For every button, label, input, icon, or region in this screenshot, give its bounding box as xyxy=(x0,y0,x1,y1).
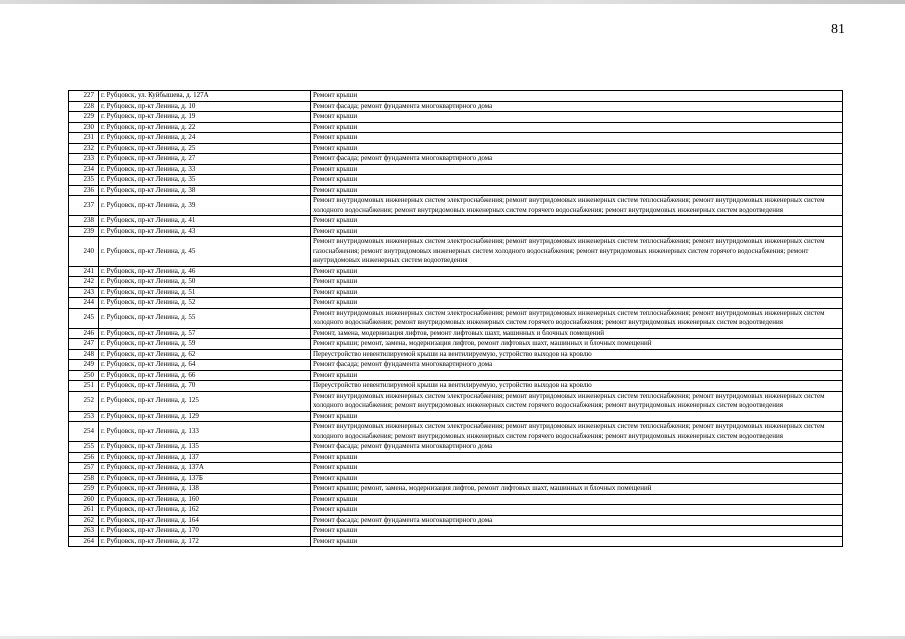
address-cell: г. Рубцовск, пр-кт Ленина, д. 27 xyxy=(99,154,311,165)
row-number-cell: 247 xyxy=(69,339,99,350)
work-type-cell: Ремонт крыши xyxy=(311,494,843,505)
address-cell: г. Рубцовск, ул. Куйбышева, д. 127А xyxy=(99,91,311,102)
row-number-cell: 231 xyxy=(69,133,99,144)
table-row xyxy=(69,266,843,277)
row-number-cell: 249 xyxy=(69,360,99,371)
address-cell: г. Рубцовск, пр-кт Ленина, д. 160 xyxy=(99,494,311,505)
address-cell: г. Рубцовск, пр-кт Ленина, д. 162 xyxy=(99,505,311,516)
table-row xyxy=(69,473,843,484)
work-type-cell: Ремонт крыши xyxy=(311,91,843,102)
work-type-cell: Ремонт крыши xyxy=(311,505,843,516)
row-number-cell: 236 xyxy=(69,185,99,196)
row-number-cell: 254 xyxy=(69,422,99,442)
address-cell: г. Рубцовск, пр-кт Ленина, д. 133 xyxy=(99,422,311,442)
table-row xyxy=(69,287,843,298)
work-type-cell: Ремонт крыши xyxy=(311,216,843,227)
table-row xyxy=(69,175,843,186)
address-cell: г. Рубцовск, пр-кт Ленина, д. 45 xyxy=(99,237,311,267)
work-type-cell: Ремонт крыши xyxy=(311,536,843,547)
address-cell: г. Рубцовск, пр-кт Ленина, д. 170 xyxy=(99,526,311,537)
address-cell: г. Рубцовск, пр-кт Ленина, д. 57 xyxy=(99,328,311,339)
table-row xyxy=(69,349,843,360)
table-row xyxy=(69,422,843,442)
work-type-cell: Ремонт крыши xyxy=(311,133,843,144)
row-number-cell: 241 xyxy=(69,266,99,277)
address-cell: г. Рубцовск, пр-кт Ленина, д. 125 xyxy=(99,391,311,411)
work-type-cell: Ремонт крыши xyxy=(311,175,843,186)
address-cell: г. Рубцовск, пр-кт Ленина, д. 38 xyxy=(99,185,311,196)
row-number-cell: 232 xyxy=(69,143,99,154)
work-type-cell: Ремонт крыши xyxy=(311,287,843,298)
table-row xyxy=(69,185,843,196)
address-cell: г. Рубцовск, пр-кт Ленина, д. 46 xyxy=(99,266,311,277)
address-cell: г. Рубцовск, пр-кт Ленина, д. 137А xyxy=(99,463,311,474)
work-type-cell: Ремонт внутридомовых инженерных систем электроснабжения; ремонт внутридомовых инженерных систем теплоснабжения; ремонт внутридомовых инженерных систем холодного водоснабжения; ремонт внутридомовых инженерных систем горячего водоснабжения; ремонт внутридомовых инженерных систем водоотведения xyxy=(311,196,843,216)
scan-edge-top xyxy=(0,0,905,4)
address-cell: г. Рубцовск, пр-кт Ленина, д. 59 xyxy=(99,339,311,350)
table-row xyxy=(69,154,843,165)
row-number-cell: 240 xyxy=(69,237,99,267)
address-cell: г. Рубцовск, пр-кт Ленина, д. 62 xyxy=(99,349,311,360)
work-type-cell: Ремонт внутридомовых инженерных систем электроснабжения; ремонт внутридомовых инженерных систем теплоснабжения; ремонт внутридомовых инженерных систем холодного водоснабжения; ремонт внутридомовых инженерных систем горячего водоснабжения; ремонт внутридомовых инженерных систем водоотведения xyxy=(311,391,843,411)
address-cell: г. Рубцовск, пр-кт Ленина, д. 137Б xyxy=(99,473,311,484)
work-type-cell: Ремонт крыши xyxy=(311,185,843,196)
row-number-cell: 256 xyxy=(69,452,99,463)
table-row xyxy=(69,360,843,371)
work-type-cell: Ремонт крыши xyxy=(311,298,843,309)
row-number-cell: 243 xyxy=(69,287,99,298)
work-type-cell: Переустройство невентилируемой крыши на вентилируемую, устройство выходов на кровлю xyxy=(311,381,843,392)
work-type-cell: Переустройство невентилируемой крыши на вентилируемую, устройство выходов на кровлю xyxy=(311,349,843,360)
work-type-cell: Ремонт, замена, модернизация лифтов, ремонт лифтовых шахт, машинных и блочных помещений xyxy=(311,328,843,339)
row-number-cell: 248 xyxy=(69,349,99,360)
table-row xyxy=(69,277,843,288)
address-cell: г. Рубцовск, пр-кт Ленина, д. 164 xyxy=(99,515,311,526)
row-number-cell: 238 xyxy=(69,216,99,227)
table-row xyxy=(69,196,843,216)
address-cell: г. Рубцовск, пр-кт Ленина, д. 172 xyxy=(99,536,311,547)
table-row xyxy=(69,143,843,154)
page-number: 81 xyxy=(831,22,845,37)
table-row xyxy=(69,370,843,381)
address-cell: г. Рубцовск, пр-кт Ленина, д. 19 xyxy=(99,112,311,123)
row-number-cell: 229 xyxy=(69,112,99,123)
row-number-cell: 257 xyxy=(69,463,99,474)
table-row xyxy=(69,237,843,267)
work-type-cell: Ремонт фасада; ремонт фундамента многоквартирного дома xyxy=(311,101,843,112)
address-cell: г. Рубцовск, пр-кт Ленина, д. 66 xyxy=(99,370,311,381)
table-row xyxy=(69,226,843,237)
row-number-cell: 259 xyxy=(69,484,99,495)
address-cell: г. Рубцовск, пр-кт Ленина, д. 137 xyxy=(99,452,311,463)
row-number-cell: 253 xyxy=(69,411,99,422)
address-cell: г. Рубцовск, пр-кт Ленина, д. 10 xyxy=(99,101,311,112)
address-cell: г. Рубцовск, пр-кт Ленина, д. 33 xyxy=(99,164,311,175)
address-cell: г. Рубцовск, пр-кт Ленина, д. 52 xyxy=(99,298,311,309)
table-row xyxy=(69,505,843,516)
table-row xyxy=(69,216,843,227)
address-cell: г. Рубцовск, пр-кт Ленина, д. 50 xyxy=(99,277,311,288)
row-number-cell: 252 xyxy=(69,391,99,411)
table-row xyxy=(69,452,843,463)
work-type-cell: Ремонт крыши xyxy=(311,266,843,277)
table-row xyxy=(69,536,843,547)
table-row xyxy=(69,91,843,102)
work-type-cell: Ремонт крыши xyxy=(311,370,843,381)
table-row xyxy=(69,164,843,175)
table-row xyxy=(69,526,843,537)
work-type-cell: Ремонт крыши xyxy=(311,411,843,422)
address-cell: г. Рубцовск, пр-кт Ленина, д. 35 xyxy=(99,175,311,186)
address-cell: г. Рубцовск, пр-кт Ленина, д. 64 xyxy=(99,360,311,371)
work-type-cell: Ремонт фасада; ремонт фундамента многоквартирного дома xyxy=(311,515,843,526)
address-cell: г. Рубцовск, пр-кт Ленина, д. 55 xyxy=(99,308,311,328)
row-number-cell: 263 xyxy=(69,526,99,537)
work-type-cell: Ремонт крыши xyxy=(311,112,843,123)
work-type-cell: Ремонт крыши; ремонт, замена, модернизация лифтов, ремонт лифтовых шахт, машинных и блочных помещений xyxy=(311,484,843,495)
table-row xyxy=(69,112,843,123)
row-number-cell: 230 xyxy=(69,122,99,133)
row-number-cell: 258 xyxy=(69,473,99,484)
work-type-cell: Ремонт внутридомовых инженерных систем электроснабжения; ремонт внутридомовых инженерных систем теплоснабжения; ремонт внутридомовых инженерных систем холодного водоснабжения; ремонт внутридомовых инженерных систем горячего водоснабжения; ремонт внутридомовых инженерных систем водоотведения xyxy=(311,422,843,442)
work-type-cell: Ремонт крыши xyxy=(311,463,843,474)
address-cell: г. Рубцовск, пр-кт Ленина, д. 39 xyxy=(99,196,311,216)
address-cell: г. Рубцовск, пр-кт Ленина, д. 129 xyxy=(99,411,311,422)
work-type-cell: Ремонт крыши xyxy=(311,473,843,484)
row-number-cell: 237 xyxy=(69,196,99,216)
table-row xyxy=(69,339,843,350)
work-type-cell: Ремонт крыши xyxy=(311,277,843,288)
work-type-cell: Ремонт крыши xyxy=(311,122,843,133)
row-number-cell: 262 xyxy=(69,515,99,526)
work-type-cell: Ремонт внутридомовых инженерных систем электроснабжения; ремонт внутридомовых инженерных систем теплоснабжения; ремонт внутридомовых инженерных систем холодного водоснабжения; ремонт внутридомовых инженерных систем горячего водоснабжения; ремонт внутридомовых инженерных систем водоотведения xyxy=(311,308,843,328)
row-number-cell: 260 xyxy=(69,494,99,505)
work-type-cell: Ремонт фасада; ремонт фундамента многоквартирного дома xyxy=(311,360,843,371)
table-row xyxy=(69,381,843,392)
row-number-cell: 251 xyxy=(69,381,99,392)
row-number-cell: 234 xyxy=(69,164,99,175)
address-cell: г. Рубцовск, пр-кт Ленина, д. 70 xyxy=(99,381,311,392)
row-number-cell: 250 xyxy=(69,370,99,381)
row-number-cell: 245 xyxy=(69,308,99,328)
table-row xyxy=(69,442,843,453)
table-row xyxy=(69,484,843,495)
table-row xyxy=(69,122,843,133)
address-cell: г. Рубцовск, пр-кт Ленина, д. 22 xyxy=(99,122,311,133)
address-cell: г. Рубцовск, пр-кт Ленина, д. 25 xyxy=(99,143,311,154)
row-number-cell: 227 xyxy=(69,91,99,102)
table-row xyxy=(69,391,843,411)
table-row xyxy=(69,308,843,328)
row-number-cell: 235 xyxy=(69,175,99,186)
work-type-cell: Ремонт крыши xyxy=(311,526,843,537)
table-row xyxy=(69,494,843,505)
table-row xyxy=(69,411,843,422)
work-type-cell: Ремонт крыши xyxy=(311,164,843,175)
address-cell: г. Рубцовск, пр-кт Ленина, д. 51 xyxy=(99,287,311,298)
work-type-cell: Ремонт крыши xyxy=(311,226,843,237)
work-type-cell: Ремонт внутридомовых инженерных систем электроснабжения; ремонт внутридомовых инженерных систем теплоснабжения; ремонт внутридомовых инженерных систем газоснабжения; ремонт внутридомовых инженерных систем холодного водоснабжения; ремонт внутридомовых инженерных систем горячего водоснабжения; ремонт внутридомовых инженерных систем водоотведения xyxy=(311,237,843,267)
address-cell: г. Рубцовск, пр-кт Ленина, д. 43 xyxy=(99,226,311,237)
work-type-cell: Ремонт крыши xyxy=(311,452,843,463)
work-type-cell: Ремонт крыши; ремонт, замена, модернизация лифтов, ремонт лифтовых шахт, машинных и блочных помещений xyxy=(311,339,843,350)
table-row xyxy=(69,133,843,144)
row-number-cell: 261 xyxy=(69,505,99,516)
row-number-cell: 255 xyxy=(69,442,99,453)
row-number-cell: 244 xyxy=(69,298,99,309)
work-type-cell: Ремонт фасада; ремонт фундамента многоквартирного дома xyxy=(311,442,843,453)
address-cell: г. Рубцовск, пр-кт Ленина, д. 41 xyxy=(99,216,311,227)
address-cell: г. Рубцовск, пр-кт Ленина, д. 24 xyxy=(99,133,311,144)
table-row xyxy=(69,515,843,526)
work-type-cell: Ремонт фасада; ремонт фундамента многоквартирного дома xyxy=(311,154,843,165)
address-cell: г. Рубцовск, пр-кт Ленина, д. 135 xyxy=(99,442,311,453)
row-number-cell: 242 xyxy=(69,277,99,288)
table-row xyxy=(69,298,843,309)
work-type-cell: Ремонт крыши xyxy=(311,143,843,154)
table-row xyxy=(69,328,843,339)
row-number-cell: 264 xyxy=(69,536,99,547)
table-row xyxy=(69,101,843,112)
table-row xyxy=(69,463,843,474)
row-number-cell: 246 xyxy=(69,328,99,339)
row-number-cell: 233 xyxy=(69,154,99,165)
row-number-cell: 239 xyxy=(69,226,99,237)
row-number-cell: 228 xyxy=(69,101,99,112)
address-cell: г. Рубцовск, пр-кт Ленина, д. 138 xyxy=(99,484,311,495)
repair-table xyxy=(68,90,843,547)
repair-table-body xyxy=(69,91,843,547)
